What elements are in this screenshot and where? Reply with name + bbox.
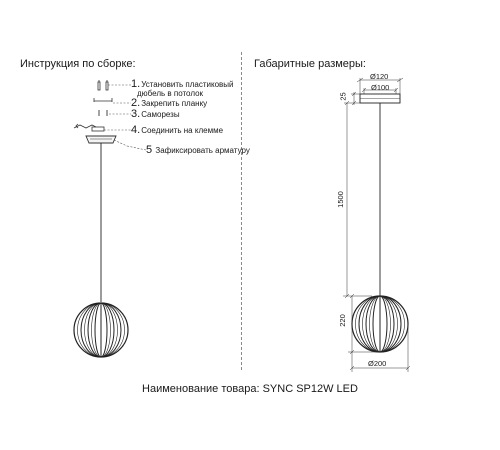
- product-label: Наименование товара:: [142, 383, 260, 395]
- label-canopy-diameter: Ø120: [370, 72, 389, 81]
- canopy-icon: [86, 136, 116, 143]
- label-canopy-height: 25: [338, 92, 348, 101]
- dowel-icon: [98, 80, 108, 90]
- sphere-shade-right: [352, 296, 408, 352]
- step-2: 2.Закрепить планку: [131, 97, 208, 109]
- label-shade-height: 220: [337, 314, 347, 327]
- step-5: 5 Зафиксировать арматуру: [146, 144, 250, 156]
- label-cable-length: 1500: [335, 191, 345, 208]
- dimensions-heading: Габаритные размеры:: [254, 58, 366, 70]
- label-shade-diameter: Ø200: [368, 359, 387, 368]
- label-canopy-inner-diameter: Ø100: [371, 83, 390, 92]
- terminal-block-icon: [74, 124, 104, 131]
- step-3: 3.Саморезы: [131, 108, 180, 120]
- product-name: SYNC SP12W LED: [262, 383, 358, 395]
- sphere-shade-left: [74, 303, 128, 357]
- mounting-plate-icon: [94, 98, 112, 102]
- step-4: 4.Соединить на клемме: [131, 124, 224, 136]
- assembly-instructions-heading: Инструкция по сборке:: [20, 58, 136, 70]
- dim-cable-length: [343, 101, 372, 298]
- screw-icon: [99, 110, 107, 116]
- product-caption: [0, 383, 500, 395]
- step-1: 1.Установить пластиковый дюбель в потолок: [131, 78, 234, 98]
